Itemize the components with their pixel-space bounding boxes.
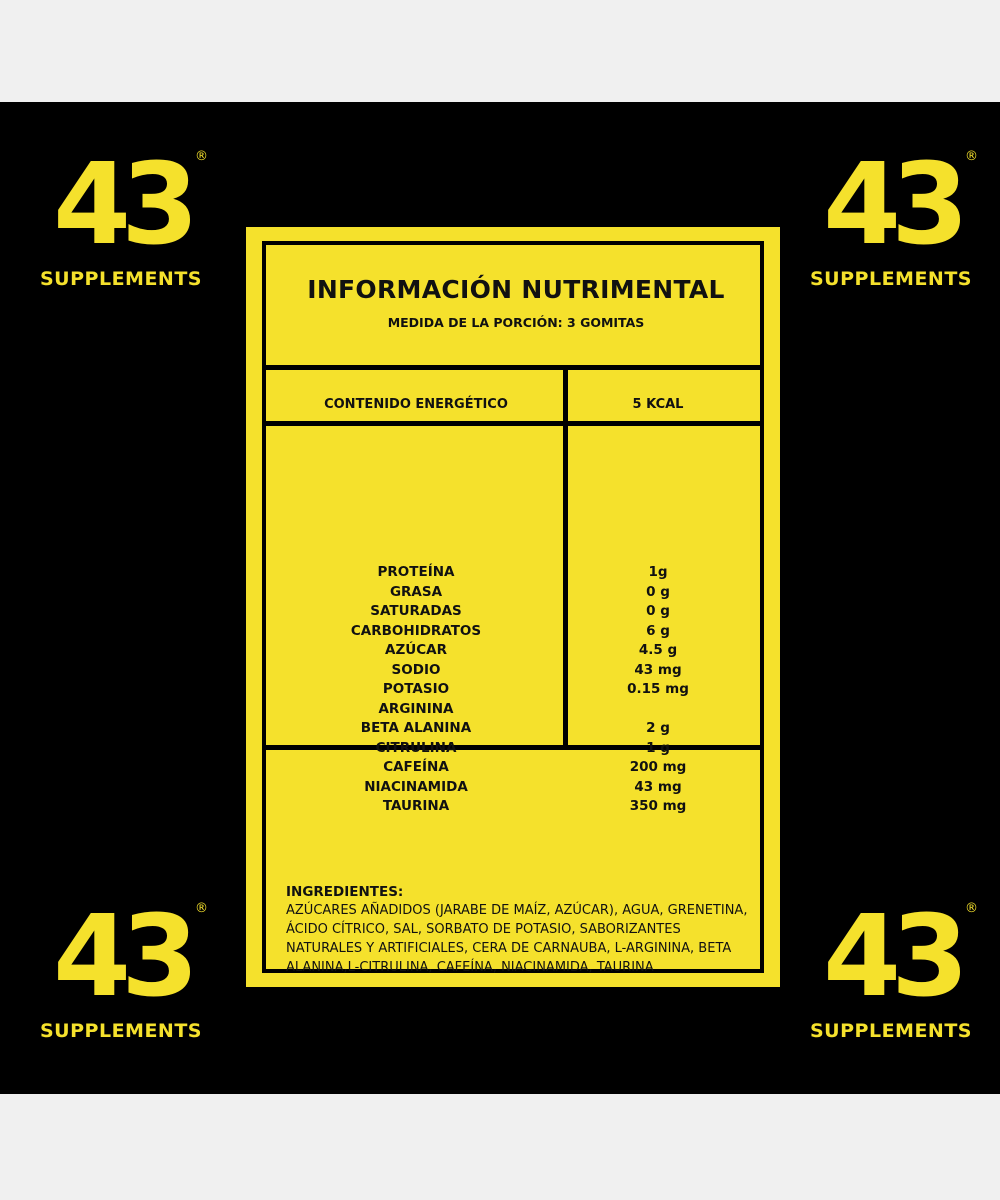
logo-digits: 43: [823, 892, 959, 1022]
nutrient-name-column: [268, 563, 564, 817]
logo-digits: 43: [53, 892, 189, 1022]
nutrient-name: SODIO: [391, 661, 441, 678]
nutrition-facts-card: [246, 227, 780, 987]
nutrient-name: SATURADAS: [370, 603, 462, 619]
nutrient-name: POTASIO: [382, 681, 450, 697]
logo-wordmark: SUPPLEMENTS: [40, 268, 202, 290]
nutrient-name: CAFEÍNA: [383, 759, 449, 775]
nutrient-value-column: [568, 563, 748, 817]
ingredients-heading: INGREDIENTES:: [286, 884, 404, 900]
frame-right: [760, 241, 764, 973]
frame-left: [262, 241, 266, 973]
nutrient-value: 43 mg: [634, 778, 682, 795]
brand-logo-bottom-right: [806, 892, 978, 1052]
nutrient-name: GRASA: [389, 583, 443, 600]
energy-value: 5 KCAL: [632, 397, 684, 412]
logo-digits: 43: [53, 140, 189, 270]
ingredients-text: AZÚCARES AÑADIDOS (JARABE DE MAÍZ, AZÚCAR), AGUA, GRENETINA, ÁCIDO CÍTRICO, SAL, SORBATO DE POTASIO, SABORIZANTES NATURALES Y ARTIFICIALES, CERA DE CARNAUBA, L-ARGININA, BETA ALANINA,L-CITRULINA, CAFEÍNA, NIACINAMIDA, TAURINA: [286, 903, 748, 975]
nutrient-value: 43 mg: [634, 661, 682, 678]
logo-wordmark: SUPPLEMENTS: [40, 1020, 202, 1042]
brand-logo-top-right: [806, 140, 978, 300]
nutrient-value: 200 mg: [629, 759, 687, 775]
nutrient-name: CITRULINA: [375, 739, 457, 756]
nutrient-value: 0 g: [646, 583, 670, 600]
nutrient-name: ARGININA: [378, 700, 454, 717]
registered-mark: ®: [195, 149, 208, 164]
energy-label: CONTENIDO ENERGÉTICO: [324, 397, 508, 412]
logo-wordmark: SUPPLEMENTS: [810, 1020, 972, 1042]
registered-mark: ®: [195, 901, 208, 916]
registered-mark: ®: [965, 901, 978, 916]
product-panel: [0, 102, 1000, 1094]
nutrient-value: 1g: [648, 564, 668, 580]
logo-digits: 43: [823, 140, 959, 270]
brand-logo-top-left: [36, 140, 208, 300]
nutrient-value: 1 g: [646, 739, 670, 756]
nutrient-value: 6 g: [646, 622, 670, 639]
nutrient-value: 0 g: [646, 603, 670, 619]
label-title: INFORMACIÓN NUTRIMENTAL: [307, 275, 725, 304]
nutrient-name: AZÚCAR: [385, 642, 447, 658]
nutrient-name: CARBOHIDRATOS: [350, 622, 482, 639]
nutrient-value: [568, 700, 748, 720]
nutrient-value: 0.15 mg: [627, 681, 689, 697]
frame-top: [262, 241, 764, 245]
divider-energy: [262, 421, 764, 426]
nutrient-value: 350 mg: [629, 798, 687, 814]
logo-wordmark: SUPPLEMENTS: [810, 268, 972, 290]
nutrient-name: NIACINAMIDA: [364, 778, 468, 795]
divider-title: [262, 365, 764, 370]
nutrient-name: BETA ALANINA: [360, 720, 472, 736]
serving-size: MEDIDA DE LA PORCIÓN: 3 GOMITAS: [387, 315, 645, 330]
nutrient-value: 4.5 g: [638, 642, 678, 658]
nutrient-name: PROTEÍNA: [377, 564, 455, 580]
brand-logo-bottom-left: [36, 892, 208, 1052]
registered-mark: ®: [965, 149, 978, 164]
nutrient-value: 2 g: [646, 720, 670, 736]
nutrient-name: TAURINA: [382, 798, 450, 814]
